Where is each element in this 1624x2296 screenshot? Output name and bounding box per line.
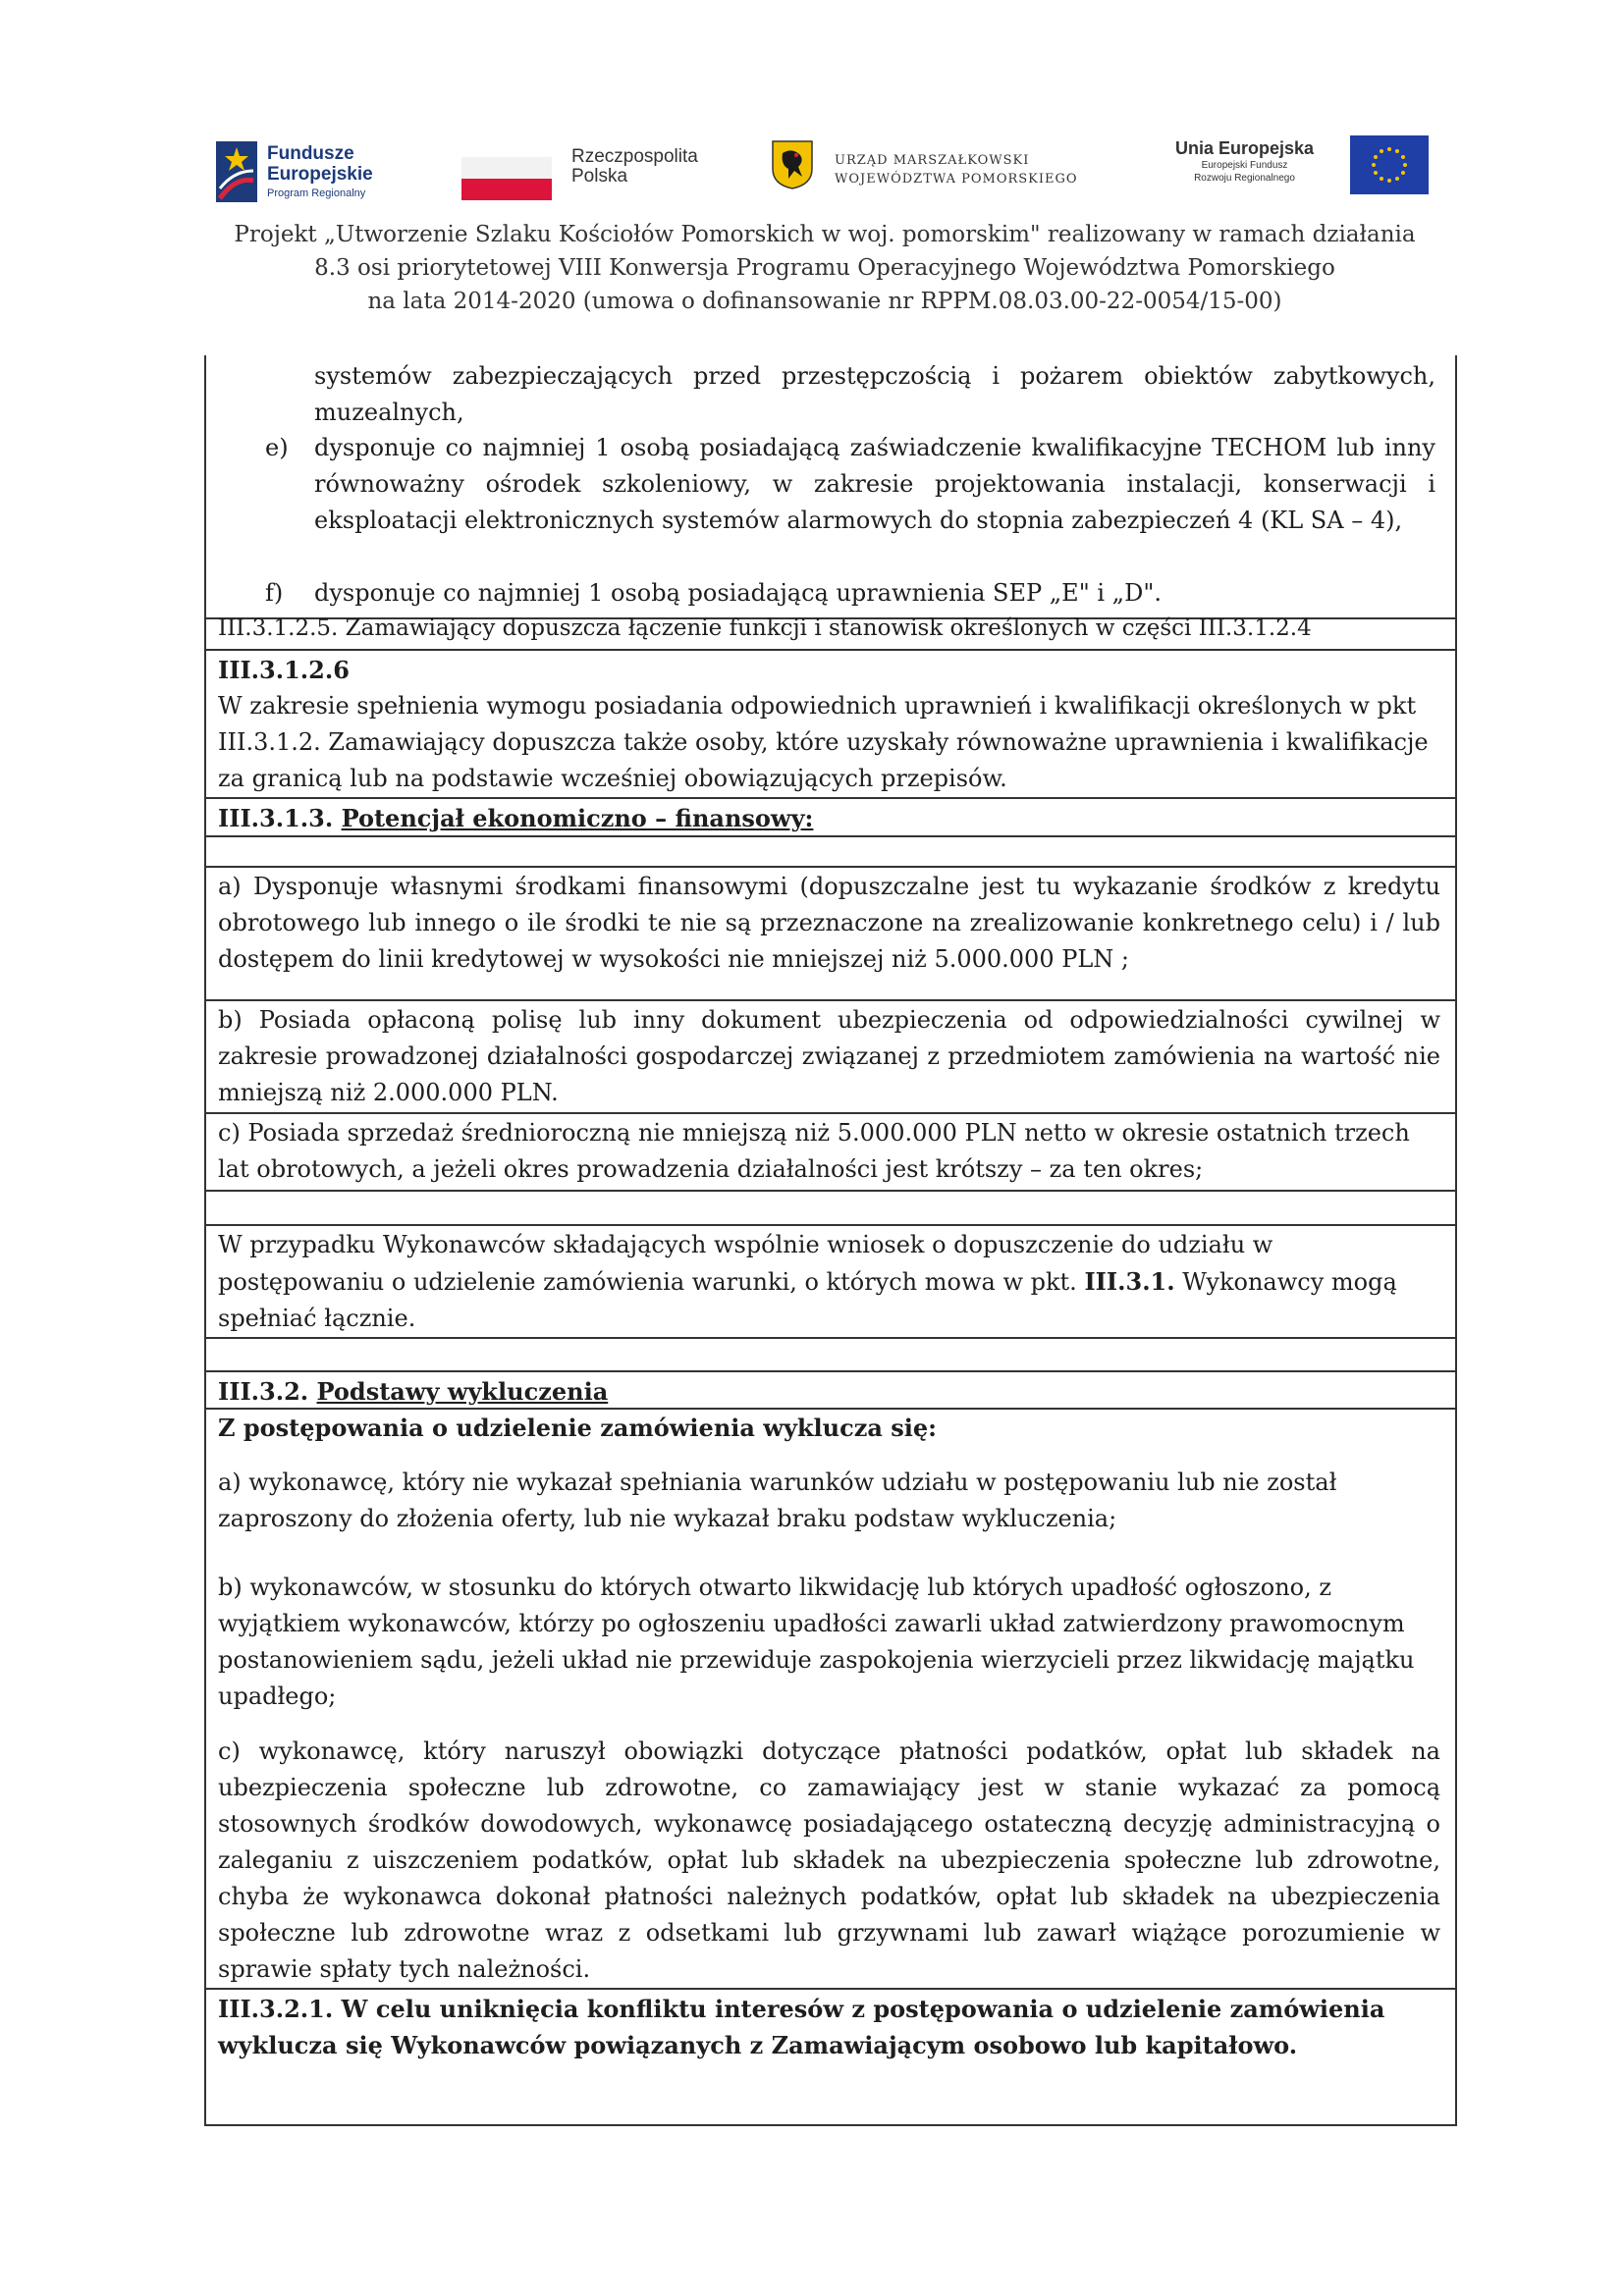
project-line2: 8.3 osi priorytetowej VIII Konwersja Programu Operacyjnego Województwa Pomorskiego: [314, 255, 1335, 281]
section-3-2-title: Podstawy wykluczenia: [316, 1377, 609, 1406]
row-divider: [204, 1112, 1455, 1114]
section-3-1-3-number: III.3.1.3.: [218, 804, 334, 832]
section-3-2-number: III.3.2.: [218, 1377, 309, 1406]
section-3-1-3-heading: [218, 800, 813, 836]
section-3-2-heading: [218, 1373, 608, 1410]
row-divider: [204, 1370, 1455, 1372]
joint-bidders-ref: III.3.1.: [1084, 1267, 1175, 1296]
polish-flag-icon: [461, 157, 552, 200]
exclusion-b: b) wykonawców, w stosunku do których otwarto likwidację lub których upadłość ogłoszono, z wyjątkiem wykonawców, którzy po ogłoszeniu upadłości zawarli układ zatwierdzony prawomocnym postanowieniem sądu, jeżeli układ nie przewiduje zaspokojenia wierzycieli przez likwidację majątku upadłego;: [218, 1574, 1415, 1710]
urzad-line1: URZĄD MARSZAŁKOWSKI: [835, 153, 1030, 168]
item-d-continuation: systemów zabezpieczających przed przestępczością i pożarem obiektów zabytkowych, muzealnych,: [314, 362, 1435, 426]
financial-condition-b: b) Posiada opłaconą polisę lub inny dokument ubezpieczenia od odpowiedzialności cywilnej w zakresie prowadzonej działalności gospodarczej związanej z przedmiotem zamówienia na wartość nie mniejszą niż 2.000.000 PLN.: [218, 1006, 1440, 1106]
pomorskie-crest-icon: [771, 139, 814, 190]
section-3-1-2-6-text: W zakresie spełnienia wymogu posiadania odpowiednich uprawnień i kwalifikacji określonych w pkt III.3.1.2. Zamawiający dopuszcza także osoby, które uzyskały równoważne uprawnienia i kwalifikacje za granicą lub na podstawie wcześniej obowiązujących przepisów.: [218, 692, 1429, 792]
section-3-2-1: III.3.2.1. W celu uniknięcia konfliktu interesów z postępowania o udzielenie zamówienia wyklucza się Wykonawców powiązanych z Zamawiającym osobowo lub kapitałowo.: [218, 1995, 1385, 2059]
project-description: [196, 218, 1453, 318]
row-divider: [204, 999, 1455, 1001]
unia-title: Unia Europejska: [1174, 138, 1315, 158]
fundusze-subtitle: Program Regionalny: [267, 187, 366, 199]
exclusion-heading: Z postępowania o udzielenie zamówienia wyklucza się:: [218, 1414, 937, 1442]
section-3-1-2-5: III.3.1.2.5. Zamawiający dopuszcza łączenie funkcji i stanowisk określonych w części III.3.1.2.4: [218, 615, 1312, 641]
fundusze-star-icon: [216, 141, 257, 202]
urzad-marszalkowski-logo: [771, 135, 1095, 214]
fundusze-line2: Europejskie: [267, 164, 373, 185]
rzeczpospolita-line2: Polska: [571, 166, 628, 187]
financial-condition-a: a) Dysponuje własnymi środkami finansowymi (dopuszczalne jest tu wykazanie środków z kredytu obrotowego lub innego o ile środki te nie są przeznaczone na zrealizowanie konkretnego celu) i / lub dostępem do linii kredytowej w wysokości nie mniejszej niż 5.000.000 PLN ;: [218, 873, 1440, 973]
item-f-text: dysponuje co najmniej 1 osobą posiadającą uprawnienia SEP „E" i „D".: [314, 579, 1163, 607]
item-e-text: dysponuje co najmniej 1 osobą posiadającą zaświadczenie kwalifikacyjne TECHOM lub inny równoważny ośrodek szkoleniowy, w zakresie projektowania instalacji, konserwacji i eksploatacji elektronicznych systemów alarmowych do stopnia zabezpieczeń 4 (KL SA – 4),: [314, 434, 1435, 534]
fundusze-name: [267, 143, 373, 185]
row-divider: [204, 1988, 1455, 1990]
joint-bidders-note: [218, 1227, 1440, 1337]
row-divider: [204, 1190, 1455, 1192]
eu-flag-icon: [1350, 135, 1429, 194]
fundusze-europejskie-logo: [216, 135, 442, 214]
joint-bidders-text1: W przypadku Wykonawców składających wspólnie wniosek o dopuszczenie do udziału w postępowaniu o udzielenie zamówienia warunki, o których mowa w pkt.: [218, 1231, 1273, 1296]
joint-bidders-text2: Wykonawcy mogą spełniać łącznie.: [218, 1268, 1397, 1332]
financial-condition-c: c) Posiada sprzedaż średnioroczną nie mniejszą niż 5.000.000 PLN netto w okresie ostatnich trzech lat obrotowych, a jeżeli okres prowadzenia działalności jest krótszy – za ten okres;: [218, 1119, 1410, 1183]
item-e-marker: e): [265, 434, 289, 461]
rzeczpospolita-line1: Rzeczpospolita: [571, 146, 698, 167]
urzad-name: [835, 151, 1078, 188]
project-line3: na lata 2014-2020 (umowa o dofinansowanie nr RPPM.08.03.00-22-0054/15-00): [367, 289, 1282, 314]
fundusze-line1: Fundusze: [267, 143, 354, 164]
logo-bar: [216, 135, 1424, 214]
unia-sub2: Rozwoju Regionalnego: [1194, 173, 1295, 184]
rzeczpospolita-name: [571, 147, 698, 187]
item-f-marker: f): [265, 579, 284, 607]
unia-name: [1154, 137, 1335, 185]
row-divider: [204, 866, 1455, 868]
exclusion-a: a) wykonawcę, który nie wykazał spełniania warunków udziału w postępowaniu lub nie został zaproszony do złożenia oferty, lub nie wykazał braku podstaw wykluczenia;: [218, 1468, 1337, 1532]
row-divider: [204, 797, 1455, 799]
urzad-line2: WOJEWÓDZTWA POMORSKIEGO: [835, 172, 1078, 187]
unia-sub1: Europejski Fundusz: [1201, 160, 1288, 171]
section-3-1-2-6-heading: III.3.1.2.6: [218, 656, 350, 684]
exclusion-c: c) wykonawcę, który naruszył obowiązki dotyczące płatności podatków, opłat lub składek na ubezpieczenia społeczne lub zdrowotne, co zamawiający jest w stanie wykazać za pomocą stosownych środków dowodowych, wykonawcę posiadającego ostateczną decyzję administracyjną o zaleganiu z uiszczeniem podatków, opłat lub składek na ubezpieczenia społeczne lub zdrowotne, chyba że wykonawca dokonał płatności należnych podatków, opłat lub składek na ubezpieczenia społeczne lub zdrowotne wraz z odsetkami lub grzywnami lub zawarł wiążące porozumienie w sprawie spłaty tych należności.: [218, 1737, 1440, 1983]
project-line1: Projekt „Utworzenie Szlaku Kościołów Pomorskich w woj. pomorskim" realizowany w ramach działania: [234, 222, 1416, 247]
section-3-1-3-title: Potencjał ekonomiczno – finansowy:: [341, 804, 814, 832]
row-divider: [204, 649, 1455, 651]
row-divider: [204, 1337, 1455, 1339]
rzeczpospolita-logo: [461, 135, 707, 214]
unia-europejska-logo: [1154, 135, 1424, 214]
row-divider: [204, 1224, 1455, 1226]
